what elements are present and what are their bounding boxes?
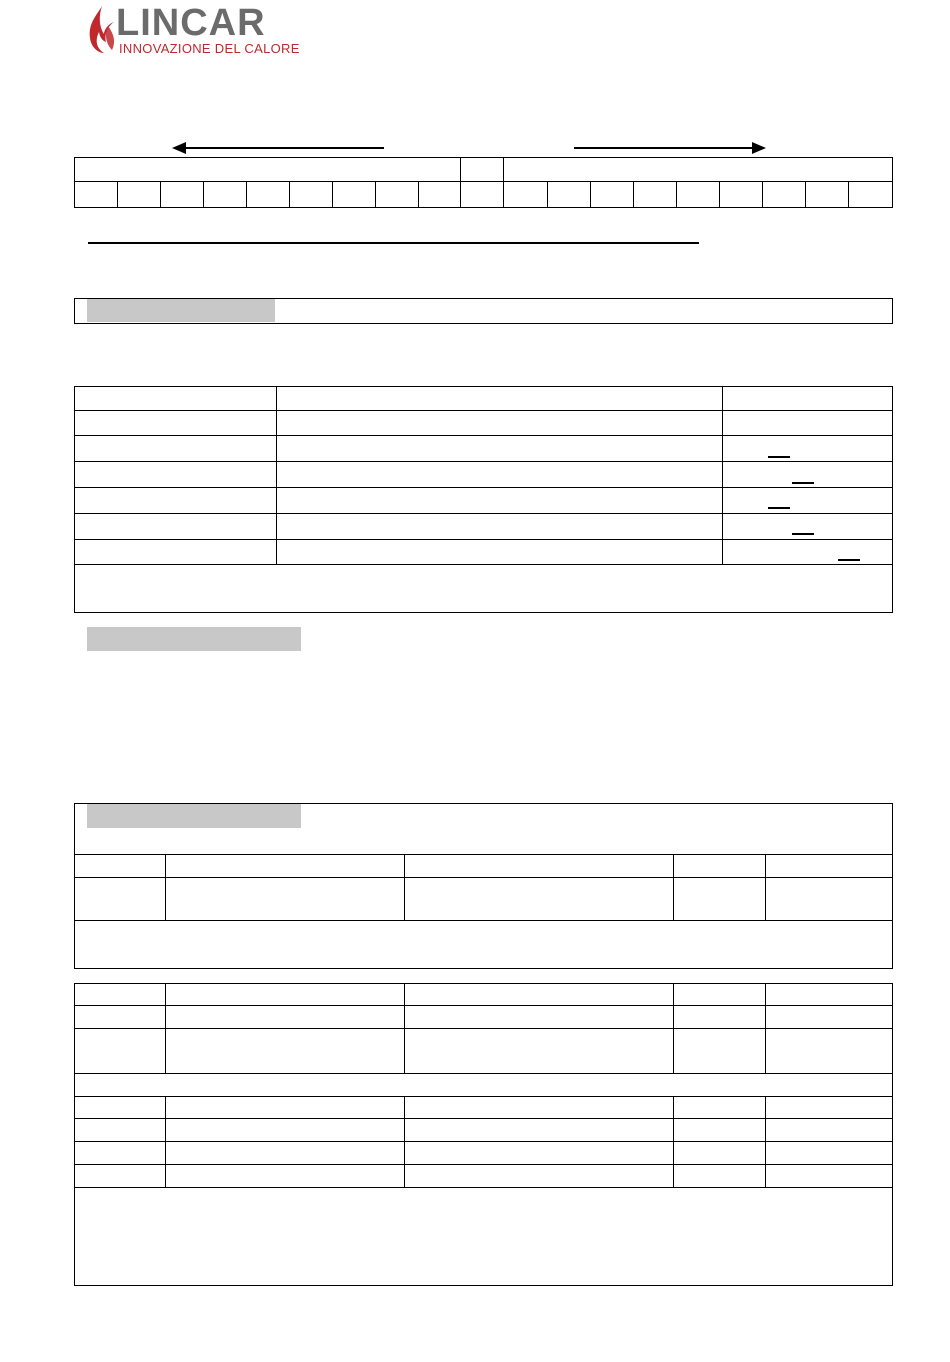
value-mark xyxy=(792,482,814,484)
code-grid xyxy=(74,157,893,208)
table-row xyxy=(74,410,893,411)
code-cell-divider xyxy=(676,181,677,208)
logo xyxy=(86,4,316,56)
code-cell-divider xyxy=(805,181,806,208)
section-1-header xyxy=(87,299,275,322)
arrow-right-icon xyxy=(572,140,768,156)
code-cell-divider xyxy=(762,181,763,208)
code-cell-divider xyxy=(203,181,204,208)
code-cell-divider xyxy=(246,181,247,208)
table-row xyxy=(74,1164,893,1165)
code-cell-divider xyxy=(633,181,634,208)
table-row xyxy=(74,435,893,436)
section-2-header xyxy=(87,627,301,651)
table-row xyxy=(74,1118,893,1119)
logo-wordmark: LINCAR xyxy=(116,2,266,44)
table-row xyxy=(74,564,893,565)
value-mark xyxy=(768,456,790,458)
table-row xyxy=(74,1073,893,1074)
value-mark xyxy=(792,533,814,535)
table-row xyxy=(74,1187,893,1188)
table-row xyxy=(74,539,893,540)
section-3-header xyxy=(87,804,301,828)
arrow-left-icon xyxy=(170,140,386,156)
code-cell-divider xyxy=(418,181,419,208)
table-row xyxy=(74,1005,893,1006)
table-row xyxy=(74,1141,893,1142)
table-row xyxy=(74,487,893,488)
value-mark xyxy=(838,559,860,561)
table-row xyxy=(74,461,893,462)
code-cell-divider xyxy=(160,181,161,208)
code-cell-divider xyxy=(848,181,849,208)
table-row xyxy=(74,1028,893,1029)
code-cell-divider xyxy=(289,181,290,208)
flame-icon xyxy=(86,4,116,54)
code-cell-divider xyxy=(375,181,376,208)
code-cell-divider xyxy=(332,181,333,208)
code-cell-divider xyxy=(547,181,548,208)
code-cell-divider xyxy=(117,181,118,208)
title-underline xyxy=(88,242,699,244)
code-cell-divider xyxy=(719,181,720,208)
table-row xyxy=(74,513,893,514)
logo-tagline: INNOVAZIONE DEL CALORE xyxy=(119,41,300,56)
value-mark xyxy=(768,507,790,509)
table-1 xyxy=(74,386,893,613)
code-cell-divider xyxy=(590,181,591,208)
table-row xyxy=(74,1096,893,1097)
